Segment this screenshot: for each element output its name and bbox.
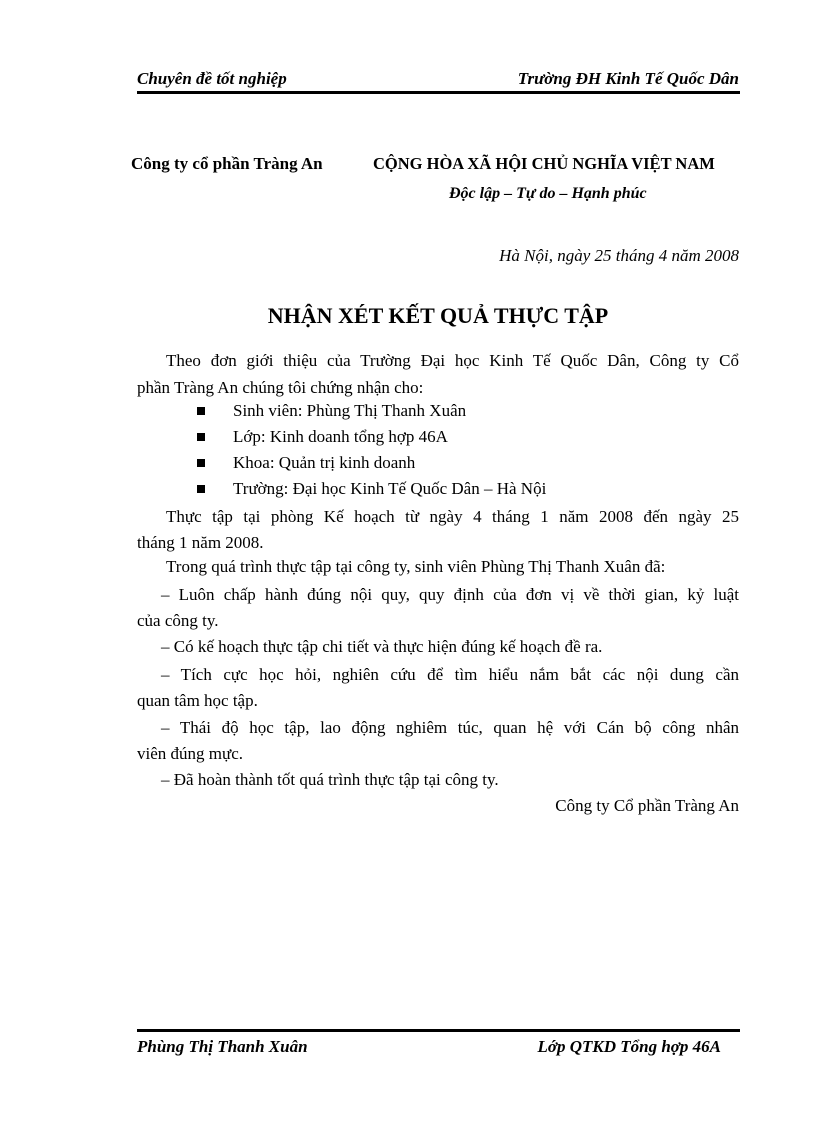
footer-left: Phùng Thị Thanh Xuân bbox=[137, 1037, 308, 1056]
company-name: Công ty cổ phần Tràng An bbox=[131, 154, 323, 173]
intro-line-1: Theo đơn giới thiệu của Trường Đại học Kinh Tế Quốc Dân, Công ty Cổ bbox=[166, 351, 739, 370]
bullet-icon bbox=[197, 459, 205, 467]
remark-1-line-2: của công ty. bbox=[137, 611, 219, 630]
header-right: Trường ĐH Kinh Tế Quốc Dân bbox=[517, 69, 739, 88]
internship-line-2: tháng 1 năm 2008. bbox=[137, 533, 264, 552]
remark-3-line-1: – Tích cực học hỏi, nghiên cứu để tìm hiểu nắm bắt các nội dung cần bbox=[161, 665, 739, 684]
intro-line-2: phần Tràng An chúng tôi chứng nhận cho: bbox=[137, 378, 424, 397]
list-item: Sinh viên: Phùng Thị Thanh Xuân bbox=[233, 401, 467, 420]
list-item: Lớp: Kinh doanh tổng hợp 46A bbox=[233, 427, 448, 446]
remark-3-line-2: quan tâm học tập. bbox=[137, 691, 258, 710]
remark-4-line-2: viên đúng mực. bbox=[137, 744, 244, 763]
process-intro: Trong quá trình thực tập tại công ty, sinh viên Phùng Thị Thanh Xuân đã: bbox=[166, 557, 666, 576]
remark-2: – Có kế hoạch thực tập chi tiết và thực hiện đúng kế hoạch đề ra. bbox=[161, 637, 603, 656]
list-item: Trường: Đại học Kinh Tế Quốc Dân – Hà Nội bbox=[233, 479, 547, 498]
list-item: Khoa: Quản trị kinh doanh bbox=[233, 453, 416, 472]
remark-4-line-1: – Thái độ học tập, lao động nghiêm túc, quan hệ với Cán bộ công nhân bbox=[161, 718, 739, 737]
internship-line-1: Thực tập tại phòng Kế hoạch từ ngày 4 tháng 1 năm 2008 đến ngày 25 bbox=[166, 507, 739, 526]
date-line: Hà Nội, ngày 25 tháng 4 năm 2008 bbox=[499, 246, 739, 265]
bullet-icon bbox=[197, 407, 205, 415]
footer-right: Lớp QTKD Tổng hợp 46A bbox=[537, 1037, 721, 1056]
header-divider bbox=[137, 91, 740, 94]
national-motto: Độc lập – Tự do – Hạnh phúc bbox=[449, 185, 647, 202]
header-left: Chuyên đề tốt nghiệp bbox=[137, 69, 287, 88]
bullet-icon bbox=[197, 485, 205, 493]
page-title: NHẬN XÉT KẾT QUẢ THỰC TẬP bbox=[267, 303, 609, 328]
republic-title: CỘNG HÒA XÃ HỘI CHỦ NGHĨA VIỆT NAM bbox=[373, 154, 715, 173]
footer-divider bbox=[137, 1029, 740, 1032]
remark-5: – Đã hoàn thành tốt quá trình thực tập tại công ty. bbox=[161, 770, 499, 789]
remark-1-line-1: – Luôn chấp hành đúng nội quy, quy định của đơn vị về thời gian, kỷ luật bbox=[161, 585, 739, 604]
bullet-icon bbox=[197, 433, 205, 441]
signature-company: Công ty Cổ phần Tràng An bbox=[555, 796, 739, 815]
